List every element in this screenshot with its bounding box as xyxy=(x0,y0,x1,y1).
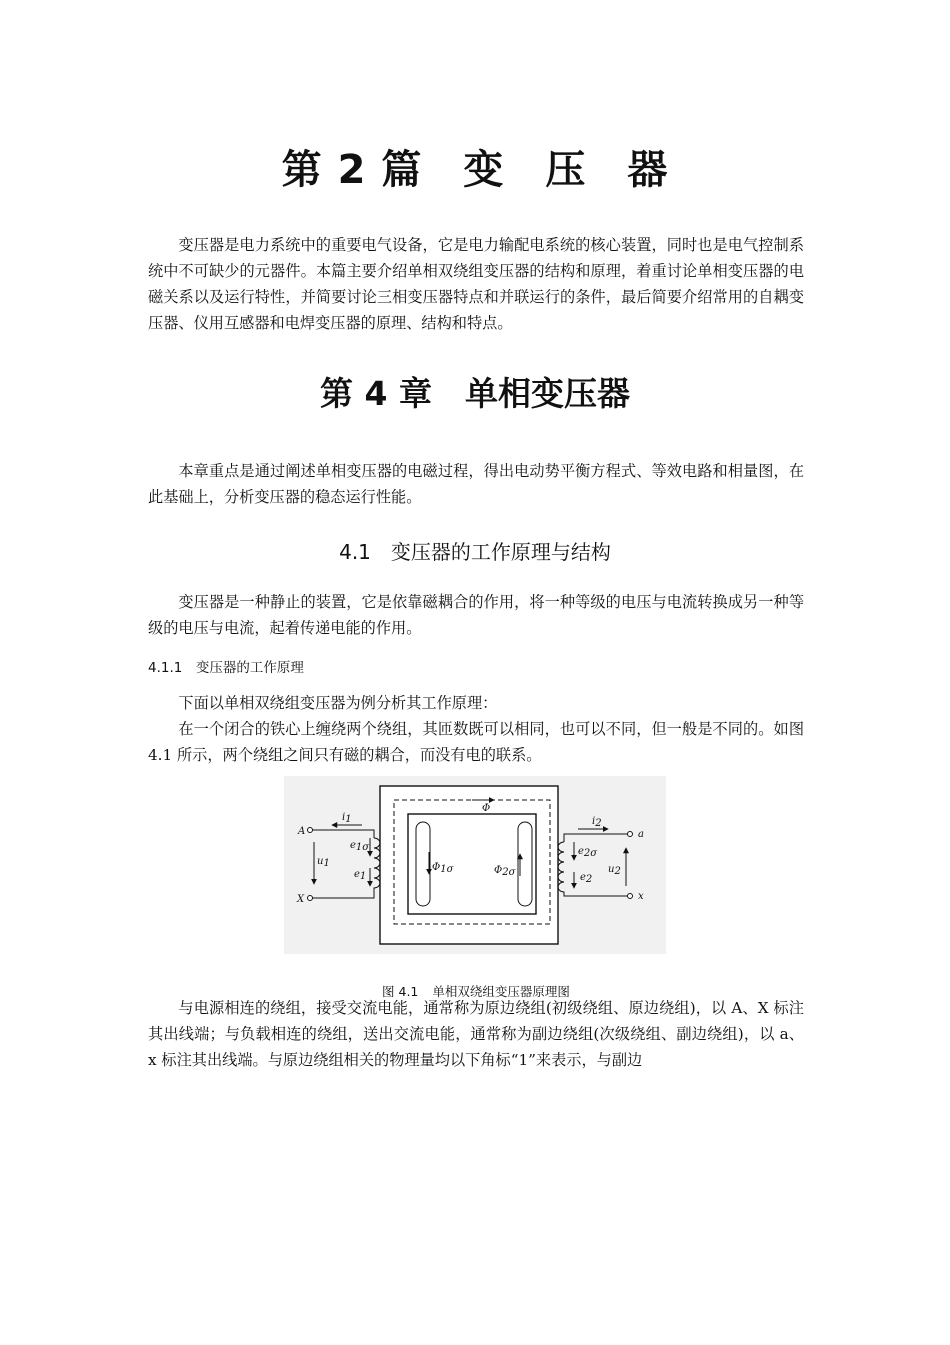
label-A: A xyxy=(298,826,306,837)
phi1s-label: Φ1σ xyxy=(432,862,454,875)
phi2s-label: Φ2σ xyxy=(494,865,516,878)
body-paragraphs xyxy=(148,690,804,768)
figure-number: 图 4.1 xyxy=(382,984,419,999)
part-intro xyxy=(148,232,804,336)
transformer-svg xyxy=(284,776,666,954)
label-a: a xyxy=(638,829,644,840)
main-flux-label: Φ xyxy=(482,803,491,814)
section-title: 4.1 变压器的工作原理与结构 xyxy=(339,540,611,564)
terminal-x xyxy=(628,894,633,899)
e1-label: e1 xyxy=(354,869,367,882)
part-title: 第 2 篇 变 压 器 xyxy=(281,147,669,193)
e1s-label: e1σ xyxy=(350,840,370,853)
closing-paragraph xyxy=(148,995,804,1073)
terminal-X xyxy=(308,896,313,901)
i1-label: i1 xyxy=(342,812,352,825)
closing-paragraph-text: 与电源相连的绕组，接受交流电能，通常称为原边绕组(初级绕组、原边绕组)，以 A、X 标注其出线端；与负载相连的绕组，送出交流电能，通常称为副边绕组(次级绕组、副边绕组)，以 a、x 标注其出线端。与原边绕组相关的物理量均以下角标“1”来表示，与副边 xyxy=(148,999,804,1069)
section-intro-text: 变压器是一种静止的装置，它是依靠磁耦合的作用，将一种等级的电压与电流转换成另一种等级的电压与电流，起着传递电能的作用。 xyxy=(148,593,804,637)
u2-label: u2 xyxy=(608,864,621,877)
transformer-diagram xyxy=(284,776,666,954)
label-X: X xyxy=(297,894,305,905)
paragraph: 下面以单相双绕组变压器为例分析其工作原理： xyxy=(178,694,498,712)
terminal-a xyxy=(628,832,633,837)
subsection-title: 4.1.1 变压器的工作原理 xyxy=(148,660,304,676)
terminal-A xyxy=(308,828,313,833)
u1-label: u1 xyxy=(317,856,330,869)
chapter-intro xyxy=(148,458,804,510)
chapter-intro-text: 本章重点是通过阐述单相变压器的电磁过程，得出电动势平衡方程式、等效电路和相量图，在此基础上，分析变压器的稳态运行性能。 xyxy=(148,462,804,506)
figure-caption-text: 单相双绕组变压器原理图 xyxy=(432,984,570,999)
paragraph: 在一个闭合的铁心上缠绕两个绕组，其匝数既可以相同，也可以不同，但一般是不同的。如图 4.1 所示，两个绕组之间只有磁的耦合，而没有电的联系。 xyxy=(148,720,804,764)
part-intro-text: 变压器是电力系统中的重要电气设备，它是电力输配电系统的核心装置，同时也是电气控制系统中不可缺少的元器件。本篇主要介绍单相双绕组变压器的结构和原理，着重讨论单相变压器的电磁关系以及运行特性，并简要讨论三相变压器特点和并联运行的条件，最后简要介绍常用的自耦变压器、仪用互感器和电焊变压器的原理、结构和特点。 xyxy=(148,236,804,332)
core-inner xyxy=(408,814,536,914)
section-intro xyxy=(148,589,804,641)
e2s-label: e2σ xyxy=(578,846,598,859)
e2-label: e2 xyxy=(580,872,593,885)
label-x: x xyxy=(638,891,644,902)
i2-label: i2 xyxy=(592,816,602,829)
chapter-title: 第 4 章 单相变压器 xyxy=(320,374,630,413)
